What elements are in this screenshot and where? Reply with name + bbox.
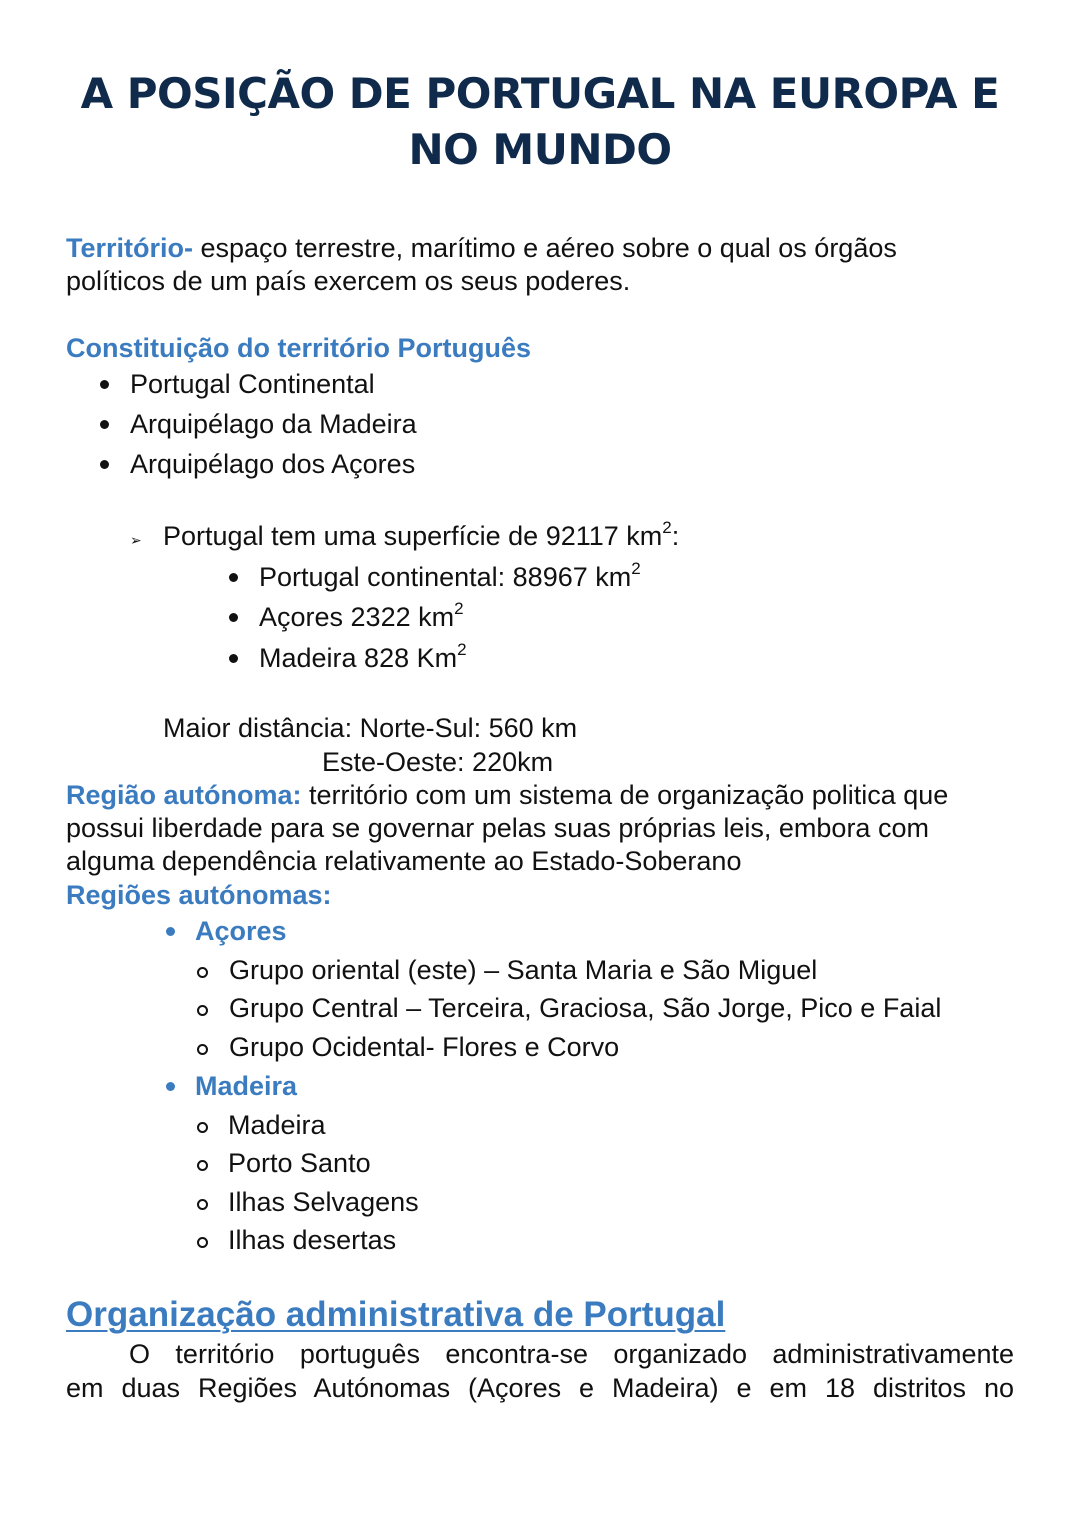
- list-item: Portugal Continental: [130, 369, 375, 399]
- constituicao-heading: Constituição do território Português: [66, 333, 532, 363]
- title-line-1: A POSIÇÃO DE PORTUGAL NA EUROPA E: [80, 69, 1000, 118]
- territorio-definition-line-1: espaço terrestre, marítimo e aéreo sobre o qual os órgãos: [193, 233, 897, 263]
- list-item: Ilhas desertas: [228, 1225, 397, 1255]
- bullet-icon: [100, 380, 109, 389]
- regioes-heading: Regiões autónomas:: [66, 880, 332, 910]
- bullet-icon: [166, 1082, 175, 1091]
- circle-bullet-icon: [197, 967, 208, 978]
- superficie-item-text: Açores 2322 km: [259, 602, 455, 632]
- regiao-autonoma-line-3: alguma dependência relativamente ao Estado-Soberano: [66, 846, 742, 876]
- superficie-intro: [163, 520, 679, 553]
- circle-bullet-icon: [197, 1160, 208, 1171]
- territorio-term: Território-: [66, 233, 193, 263]
- bullet-icon: [100, 420, 109, 429]
- bullet-icon: [100, 460, 109, 469]
- superficie-intro-text: Portugal tem uma superfície de 92117 km: [163, 521, 663, 551]
- superficie-item-text: Madeira 828 Km: [259, 643, 458, 673]
- superficie-item-sup: 2: [457, 640, 467, 659]
- bullet-icon: [229, 573, 238, 582]
- bullet-icon: [166, 927, 175, 936]
- regiao-autonoma-line-2: possui liberdade para se governar pelas suas próprias leis, embora com: [66, 813, 929, 843]
- organizacao-heading: Organização administrativa de Portugal: [66, 1295, 726, 1334]
- regiao-autonoma-line-1: território com um sistema de organização politica que: [301, 780, 949, 810]
- list-item: Grupo oriental (este) – Santa Maria e São Miguel: [229, 955, 818, 985]
- list-item: Arquipélago dos Açores: [130, 449, 416, 479]
- superficie-intro-sup: 2: [662, 518, 672, 537]
- list-item: [259, 601, 464, 634]
- distancia-line-1: Maior distância: Norte-Sul: 560 km: [163, 713, 578, 743]
- list-item: [259, 642, 467, 675]
- arrow-bullet-icon: ➢: [130, 532, 142, 548]
- madeira-label: Madeira: [195, 1071, 298, 1101]
- bullet-icon: [229, 613, 238, 622]
- circle-bullet-icon: [197, 1005, 208, 1016]
- title-line-2: NO MUNDO: [408, 125, 672, 174]
- superficie-item-sup: 2: [631, 559, 641, 578]
- list-item: Porto Santo: [228, 1148, 371, 1178]
- circle-bullet-icon: [197, 1122, 208, 1133]
- page-title: [40, 66, 1040, 178]
- organizacao-paragraph-line-1: O território português encontra-se organizado administrativamente: [129, 1339, 1014, 1369]
- list-item: Ilhas Selvagens: [228, 1187, 419, 1217]
- superficie-intro-end: :: [671, 521, 680, 551]
- list-item: Arquipélago da Madeira: [130, 409, 417, 439]
- circle-bullet-icon: [197, 1199, 208, 1210]
- superficie-item-text: Portugal continental: 88967 km: [259, 562, 632, 592]
- territorio-definition: [66, 232, 1026, 298]
- list-item: Grupo Ocidental- Flores e Corvo: [229, 1032, 620, 1062]
- list-item: Grupo Central – Terceira, Graciosa, São Jorge, Pico e Faial: [229, 993, 942, 1023]
- acores-label: Açores: [195, 916, 287, 946]
- regiao-autonoma-definition: [66, 779, 1026, 878]
- circle-bullet-icon: [197, 1237, 208, 1248]
- superficie-item-sup: 2: [454, 599, 464, 618]
- bullet-icon: [229, 654, 238, 663]
- circle-bullet-icon: [197, 1044, 208, 1055]
- distancia-line-2: Este-Oeste: 220km: [322, 747, 554, 777]
- organizacao-paragraph-line-2: em duas Regiões Autónomas (Açores e Madeira) e em 18 distritos no: [66, 1373, 1014, 1403]
- list-item: [259, 561, 641, 594]
- list-item: Madeira: [228, 1110, 326, 1140]
- territorio-definition-line-2: políticos de um país exercem os seus poderes.: [66, 266, 631, 296]
- regiao-autonoma-term: Região autónoma:: [66, 780, 302, 810]
